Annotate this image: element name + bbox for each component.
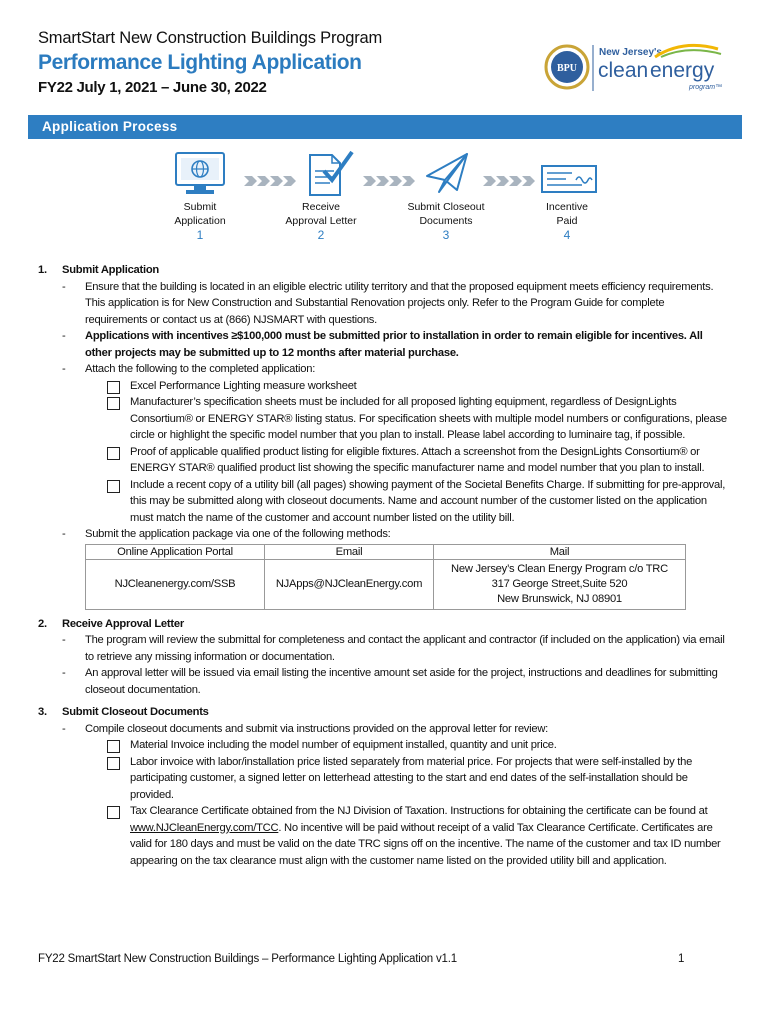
section-3-heading bbox=[38, 704, 728, 721]
chevron-arrows-2-icon bbox=[363, 173, 417, 189]
bullet-text-bold: Applications with incentives ≥$100,000 must be submitted prior to installation in order to remain eligible for incentives. All other projects may be submitted up to 12 months after material purchase. bbox=[85, 330, 703, 359]
step-4-line2: Paid bbox=[556, 215, 578, 227]
section-1-bullet-2: - Applications with incentives ≥$100,000 must be submitted prior to installation in order to remain eligible for incentives. All other projects may be submitted up to 12 months after material purchase. bbox=[62, 330, 703, 359]
checklist-text: Excel Performance Lighting measure worksheet bbox=[130, 379, 357, 392]
table-header-portal: Online Application Portal bbox=[86, 544, 265, 559]
step-3-number: 3 bbox=[442, 228, 450, 242]
mail-line-3: New Brunswick, NJ 08901 bbox=[497, 592, 622, 605]
step-3-label bbox=[391, 200, 501, 242]
section-3-number: 3. bbox=[38, 706, 47, 718]
application-process-banner bbox=[28, 115, 742, 139]
chevron-arrows-3-icon bbox=[483, 173, 537, 189]
checklist-item-utility-bill bbox=[38, 477, 728, 527]
monitor-globe-icon bbox=[174, 151, 226, 197]
logo-nj-text: New Jersey's bbox=[599, 47, 662, 58]
bullet-text: Attach the following to the completed application: bbox=[85, 363, 316, 375]
step-1-line1: Submit bbox=[183, 201, 217, 213]
checkbox[interactable] bbox=[107, 806, 120, 819]
checklist-text: Proof of applicable qualified product listing for eligible fixtures. Attach a screenshot from the DesignLights Consortium® or ENERGY STAR® qualified product list showing the specific manufacturer name and model number that you plan to install. bbox=[130, 445, 705, 474]
step-4-number: 4 bbox=[563, 228, 571, 242]
page-number: 1 bbox=[678, 953, 685, 965]
section-3-title: Submit Closeout Documents bbox=[62, 706, 209, 718]
checklist-item-product-listing bbox=[38, 444, 728, 477]
step-1-line2: Application bbox=[174, 215, 226, 227]
section-1-bullet-1: - Ensure that the building is located in an eligible electric utility territory and that the proposed equipment meets efficiency requirements. This application is for New Construction and Substantial Renovation projects only. Refer to the Program Guide for complete requirements or contact us at (866) NJSMART with questions. bbox=[62, 280, 714, 326]
step-2-line2: Approval Letter bbox=[285, 215, 357, 227]
check-payment-icon bbox=[540, 164, 598, 194]
step-4-line1: Incentive bbox=[545, 201, 589, 213]
logo-clean-text: clean bbox=[598, 59, 649, 82]
checklist-item-material-invoice bbox=[38, 737, 728, 754]
section-1-title: Submit Application bbox=[62, 264, 160, 276]
bullet-text: The program will review the submittal for completeness and contact the applicant and contractor (if included on the application) via email to retrieve any missing information or documentation. bbox=[85, 634, 725, 663]
section-1-bullet-4: - Submit the application package via one of the following methods: bbox=[62, 528, 391, 540]
checkbox[interactable] bbox=[107, 397, 120, 410]
mail-line-2: 317 George Street,Suite 520 bbox=[491, 577, 628, 590]
step-2-line1: Receive bbox=[302, 201, 340, 213]
step-2-number: 2 bbox=[317, 228, 325, 242]
bullet-text: Submit the application package via one of the following methods: bbox=[85, 528, 391, 540]
checklist-item-worksheet bbox=[38, 378, 728, 395]
checklist-text: Manufacturer’s specification sheets must be included for all proposed lighting equipment, regardless of DesignLights Consortium® or ENERGY STAR® listing status. For specification sheets with multiple model numbers or configurations, please circle or highlight the specific model number that you plan to install. Please label according to luminaire tag, if possible. bbox=[130, 396, 727, 441]
document-check-icon bbox=[306, 149, 356, 197]
table-header-mail: Mail bbox=[434, 544, 686, 559]
chevron-arrows-1-icon bbox=[244, 173, 298, 189]
program-title: SmartStart New Construction Buildings Program bbox=[38, 29, 383, 47]
bullet-text: Ensure that the building is located in an eligible electric utility territory and that the proposed equipment meets efficiency requirements. This application is for New Construction and Substantial Renovation projects only. Refer to the Program Guide for complete requirements or contact us at (866) NJSMART with questions. bbox=[85, 280, 714, 326]
step-1-number: 1 bbox=[196, 228, 204, 242]
checklist-text: Material Invoice including the model number of equipment installed, quantity and unit price. bbox=[130, 739, 557, 751]
portal-cell[interactable]: NJCleanenergy.com/SSB bbox=[86, 559, 265, 609]
step-4-label bbox=[512, 200, 622, 242]
section-1-bullet-3: - Attach the following to the completed application: bbox=[62, 363, 316, 375]
step-3-line1: Submit Closeout bbox=[407, 201, 485, 213]
nj-clean-energy-logo bbox=[543, 37, 733, 97]
bullet-text: Compile closeout documents and submit via instructions provided on the approval letter for review: bbox=[85, 722, 549, 735]
checklist-text: Tax Clearance Certificate obtained from the NJ Division of Taxation. Instructions for obtaining the certificate can be found at bbox=[130, 805, 708, 817]
checkbox[interactable] bbox=[107, 740, 120, 753]
application-title: Performance Lighting Application bbox=[38, 51, 362, 74]
section-1-number: 1. bbox=[38, 264, 47, 276]
section-2-number: 2. bbox=[38, 617, 47, 630]
checklist-item-labor-invoice bbox=[38, 754, 728, 804]
section-2-bullet-1: - The program will review the submittal for completeness and contact the applicant and contractor (if included on the application) via email to retrieve any missing information or documentation. bbox=[62, 634, 725, 663]
instructions-body bbox=[38, 262, 728, 869]
bullet-text: An approval letter will be issued via email listing the incentive amount set aside for the project, instructions and deadlines for submitting closeout documentation. bbox=[85, 667, 718, 696]
mail-line-1: New Jersey’s Clean Energy Program c/o TRC bbox=[451, 562, 668, 575]
checkbox[interactable] bbox=[107, 447, 120, 460]
checklist-text: Labor invoice with labor/installation price listed separately from material price. For projects that were self-installed by the participating customer, a signed letter on letterhead attesting to the start and end dates of the self-installation should be provided. bbox=[130, 755, 693, 801]
footer-text: FY22 SmartStart New Construction Buildings – Performance Lighting Application v1.1 bbox=[38, 953, 457, 965]
mail-cell bbox=[434, 559, 686, 609]
section-2-title: Receive Approval Letter bbox=[62, 617, 184, 630]
section-2-heading bbox=[38, 616, 728, 633]
submission-methods-table bbox=[85, 544, 686, 610]
table-header-email: Email bbox=[265, 544, 434, 559]
paper-plane-icon bbox=[425, 152, 469, 194]
checklist-item-spec-sheets bbox=[38, 394, 728, 444]
checklist-item-tax-clearance bbox=[38, 803, 728, 869]
checklist-text: . No incentive will be paid without receipt of a valid Tax Clearance Certificate. Certificates are valid for 180 days and must be valid on the date TRC signs off on the incentive. The name of the customer and tax ID number appearing on the tax clearance must align with the customer name listed on the provided utility bill and application. bbox=[130, 821, 721, 867]
logo-bpu-text: BPU bbox=[557, 63, 577, 74]
logo-energy-text: energy bbox=[650, 59, 715, 82]
step-1-label bbox=[145, 200, 255, 242]
checkbox[interactable] bbox=[107, 757, 120, 770]
step-2-label bbox=[266, 200, 376, 242]
step-3-line2: Documents bbox=[419, 215, 473, 227]
checkbox[interactable] bbox=[107, 480, 120, 493]
section-1-heading bbox=[38, 262, 728, 279]
section-3-bullet-1: - Compile closeout documents and submit via instructions provided on the approval letter for review: bbox=[62, 722, 549, 735]
section-2-bullet-2: - An approval letter will be issued via email listing the incentive amount set aside for the project, instructions and deadlines for submitting closeout documentation. bbox=[62, 667, 718, 696]
email-cell[interactable]: NJApps@NJCleanEnergy.com bbox=[265, 559, 434, 609]
checklist-text: Include a recent copy of a utility bill (all pages) showing payment of the Societal Benefits Charge. If submitting for pre-approval, this may be submitted along with closeout documents. Name and account number of the customer listed on the application must match the name of the customer and account number listed on the utility bill. bbox=[130, 478, 726, 524]
banner-title: Application Process bbox=[42, 119, 178, 134]
logo-program-text: program™ bbox=[689, 84, 723, 91]
fiscal-year: FY22 July 1, 2021 – June 30, 2022 bbox=[38, 79, 267, 96]
tcc-link[interactable]: www.NJCleanEnergy.com/TCC bbox=[130, 821, 279, 834]
checkbox[interactable] bbox=[107, 381, 120, 394]
